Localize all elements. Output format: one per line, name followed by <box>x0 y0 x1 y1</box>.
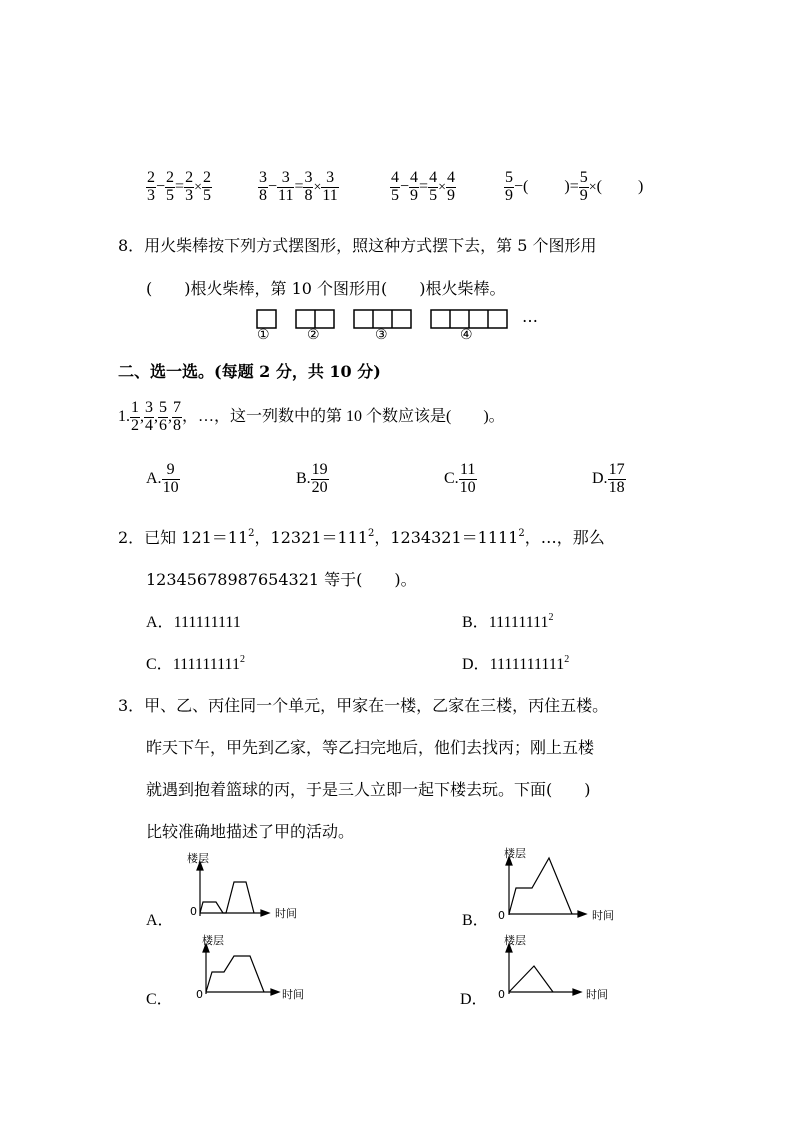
s1-option-b[interactable]: B. $\frac{19}{20}$ <box>296 461 328 496</box>
s3-graph-c-origin: 0 <box>196 988 203 1001</box>
figure-label-2: ② <box>307 327 320 343</box>
equation-2: $\frac{3}{8}$ − $\frac{3}{11}$ = $\frac{3}{8}$ × $\frac{3}{11}$ <box>259 169 338 204</box>
matchstick-figure-1 <box>257 310 276 328</box>
s3-line4: 比较准确地描述了甲的活动。 <box>146 822 355 841</box>
s3-graph-d-xlabel: 时间 <box>586 988 608 1001</box>
equation-4: $\frac{5}{9}$ −( )= $\frac{5}{9}$ ×( ) <box>505 169 644 204</box>
s1-question: 1. $\frac{1}{2}$ , $\frac{3}{4}$ , $\frac{5}{6}$ , $\frac{7}{8}$ ，…，这一列数中的第 10 个数应该是( )。 <box>118 399 505 434</box>
s3-graph-c[interactable] <box>190 930 325 1005</box>
s2-line2: 12345678987654321 等于( )。 <box>146 570 417 589</box>
s3-graph-d-ylabel: 楼层 <box>504 934 526 947</box>
s2-option-a[interactable]: A．111111111 <box>146 614 241 631</box>
s2-option-c[interactable]: C．111111111$^2$ <box>146 654 245 673</box>
figure-label-1: ① <box>257 327 270 343</box>
s3-graph-d-origin: 0 <box>498 988 505 1001</box>
s3-option-c-label[interactable]: C． <box>146 991 173 1008</box>
s3-graph-b-ylabel: 楼层 <box>504 847 526 860</box>
q8-line2: ( )根火柴棒，第 10 个图形用( )根火柴棒。 <box>146 279 506 298</box>
figures-ellipsis: … <box>522 307 538 326</box>
matchstick-figure-3 <box>354 310 411 328</box>
section-2-title: 二、选一选。(每题 2 分，共 10 分) <box>118 362 381 381</box>
s1-option-d[interactable]: D. $\frac{17}{18}$ <box>592 461 625 496</box>
s1-option-c[interactable]: C. $\frac{11}{10}$ <box>444 461 476 496</box>
s3-line2: 昨天下午，甲先到乙家，等乙扫完地后，他们去找丙；刚上五楼 <box>146 738 595 757</box>
s3-graph-a-origin: 0 <box>190 905 197 918</box>
s3-graph-a-xlabel: 时间 <box>275 907 297 920</box>
figure-label-4: ④ <box>460 327 473 343</box>
s3-graph-b-origin: 0 <box>498 909 505 922</box>
equation-1: $\frac{2}{3}$ − $\frac{2}{5}$ = $\frac{2}{3}$ × $\frac{2}{5}$ <box>147 169 211 204</box>
s2-line1: 2．已知 $121=11^2$，$12321=111^2$，$1234321=1111^2$，…，那么 <box>118 528 605 547</box>
s3-line1: 3．甲、乙、丙住同一个单元，甲家在一楼，乙家在三楼，丙住五楼。 <box>118 696 609 715</box>
s2-option-b[interactable]: B．11111111$^2$ <box>462 612 554 631</box>
s3-graph-b[interactable] <box>492 843 627 925</box>
s1-option-a[interactable]: A. $\frac{9}{10}$ <box>146 461 179 496</box>
s3-line3: 就遇到抱着篮球的丙，于是三人立即一起下楼去玩。下面( ) <box>146 780 591 799</box>
figure-label-3: ③ <box>375 327 388 343</box>
s3-graph-c-xlabel: 时间 <box>282 988 304 1001</box>
equation-3: $\frac{4}{5}$ − $\frac{4}{9}$ = $\frac{4}{5}$ × $\frac{4}{9}$ <box>391 169 455 204</box>
s2-option-d[interactable]: D．1111111111$^2$ <box>462 654 570 673</box>
s3-graph-a[interactable] <box>185 850 315 930</box>
s3-option-a-label[interactable]: A． <box>146 912 174 929</box>
s3-graph-b-xlabel: 时间 <box>592 909 614 922</box>
q8-line1: 8．用火柴棒按下列方式摆图形，照这种方式摆下去，第 5 个图形用 <box>118 236 597 255</box>
s3-graph-a-ylabel: 楼层 <box>187 852 209 865</box>
matchstick-figures <box>250 306 550 346</box>
s3-option-b-label[interactable]: B． <box>462 912 489 929</box>
s3-option-d-label[interactable]: D． <box>460 991 488 1008</box>
s3-graph-d[interactable] <box>492 930 627 1005</box>
s3-graph-c-ylabel: 楼层 <box>202 934 224 947</box>
